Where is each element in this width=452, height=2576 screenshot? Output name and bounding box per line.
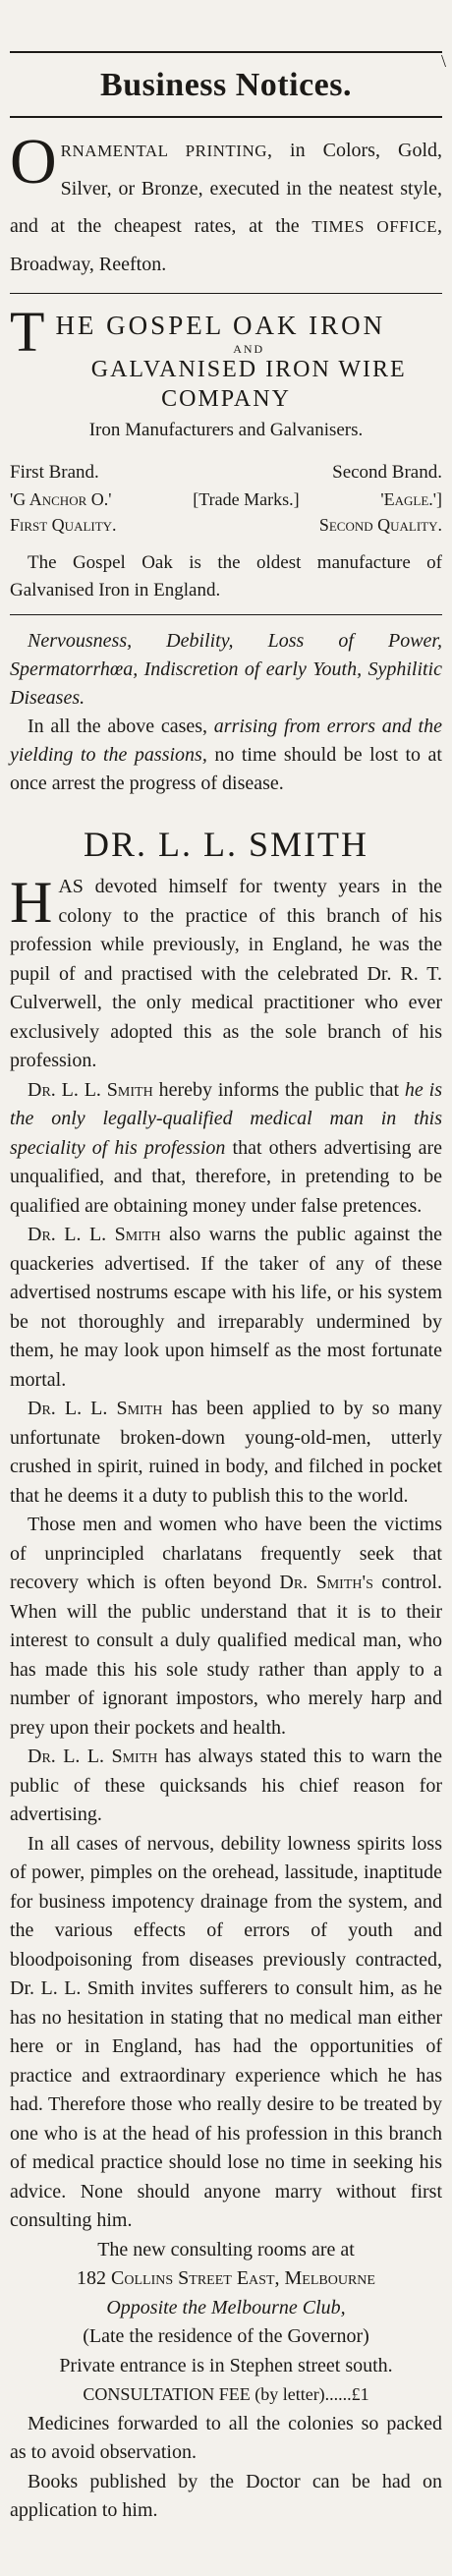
smith-name: Dr. L. L. Smith bbox=[28, 1746, 158, 1767]
smith-dropcap: H bbox=[10, 870, 53, 935]
private-entrance: Private entrance is in Stephen street south. bbox=[59, 2354, 393, 2376]
nervousness-headline: Nervousness, Debility, Loss of Power, Spermatorrhœa, Indiscretion of early Youth, Syphilitic Diseases. bbox=[10, 630, 442, 709]
brands-table bbox=[10, 459, 442, 487]
second-quality: Second Quality. bbox=[318, 515, 442, 535]
smith-para-3 bbox=[10, 1221, 442, 1395]
address: 182 Collins Street East, Melbourne bbox=[77, 2267, 375, 2289]
smith-para-6-text: has always stated this to warn the public of these quicksands his chief reason for advertising. bbox=[10, 1746, 442, 1825]
smith-name: Dr. L. L. Smith bbox=[28, 1224, 161, 1245]
smith-para-2-b: that others advertising are unqualified, and that, therefore, in pretending to be qualified are obtaining money under false pretences. bbox=[10, 1136, 442, 1217]
medicines-note: Medicines forwarded to all the colonies so packed as to avoid observation. bbox=[10, 2412, 442, 2463]
section-title: Business Notices. bbox=[100, 67, 352, 103]
printing-body: , in Colors, Gold, Silver, or Bronze, executed in the neatest style, and at the cheapest rates, at the bbox=[10, 140, 442, 237]
late-residence: (Late the residence of the Governor) bbox=[83, 2325, 369, 2347]
smith-name: Dr. L. L. Smith bbox=[28, 1078, 153, 1101]
nervousness-body bbox=[10, 713, 442, 798]
nervousness-body-italic: arrising from errors and the yielding to the passions, bbox=[10, 716, 442, 766]
second-mark: 'Eagle.'] bbox=[380, 489, 442, 509]
trade-marks-label: [Trade Marks.] bbox=[193, 489, 300, 509]
printing-dropcap: O bbox=[10, 126, 57, 198]
rooms-intro: The new consulting rooms are at bbox=[97, 2238, 355, 2261]
second-brand-label: Second Brand. bbox=[332, 462, 442, 483]
first-mark: 'G Anchor O.' bbox=[10, 489, 112, 509]
smith-para-7: In all cases of nervous, debility lowness spirits loss of power, pimples on the orehead, lassitude, inaptitude for business impotency drainage from the system, and the various effects of errors of youth and bloodpoisoning from diseases previously contracted, Dr. L. L. Smith invites sufferers to consult him, as he has no hesitation in stating that no medical man either here or in England, has had the opportunities of practice and extraordinary experience which he has had. Therefore those who really desire to be treated by one who is at the head of his profession in this branch of medical practice should lose no time in seeking his advice. None should anyone marry without first consulting him. bbox=[10, 1832, 442, 2231]
smith-para-2-italic: he is the only legally-qualified medical man in this speciality of his profession bbox=[10, 1078, 442, 1159]
nervousness-body-start: In all the above cases, bbox=[28, 716, 214, 737]
first-quality: First Quality. bbox=[10, 515, 117, 535]
gospel-dropcap: T bbox=[10, 300, 48, 364]
smith-para-1 bbox=[10, 870, 442, 1076]
smith-para-5 bbox=[10, 1511, 442, 1743]
quality-row bbox=[10, 512, 442, 538]
consultation-fee: CONSULTATION FEE (by letter)......£1 bbox=[83, 2384, 369, 2404]
smith-para-5-a: Those men and women who have been the victims of unprincipled charlatans frequently seek that recovery which is often beyond bbox=[10, 1514, 442, 1593]
smith-para-6 bbox=[10, 1743, 442, 1830]
smith-para-5-b: control. When will the public understand that it is to their interest to consult a duly qualified medical man, who has made this his sole study rather than apply to a number of ignorant impostors, who merely harp and prey upon their pockets and health. bbox=[10, 1572, 442, 1739]
smith-para-2 bbox=[10, 1076, 442, 1222]
smith-para-3-text: also warns the public against the quackeries advertised. If the taker of any of these advertised nostrums escape with his life, or his system be not thoroughly and irreparably undermined by them, he may look upon himself as the most fortunate mortal. bbox=[10, 1224, 442, 1391]
section-header bbox=[10, 51, 442, 118]
gospel-subtitle: Iron Manufacturers and Galvanisers. bbox=[88, 420, 364, 440]
smith-para-2-a: hereby informs the public that bbox=[152, 1078, 405, 1101]
printing-end: , Broadway, Reefton. bbox=[10, 215, 442, 275]
gospel-title-line2: GALVANISED IRON WIRE COMPANY bbox=[90, 357, 407, 412]
dr-smith-title: DR. L. L. SMITH bbox=[84, 825, 368, 864]
trade-marks-row bbox=[10, 487, 442, 512]
printing-office: TIMES OFFICE bbox=[311, 217, 437, 236]
smith-para-1-text: AS devoted himself for twenty years in the colony to the practice of this branch of his profession while previously, in England, he was the pupil of and practised with the celebrated Dr. R. T. Culverwell, the only medical practitioner who ever exclusively adopted this as the sole branch of his profession. bbox=[10, 876, 442, 1071]
gospel-title-line1: HE GOSPEL OAK IRON bbox=[55, 311, 386, 340]
gospel-and: AND bbox=[233, 342, 265, 356]
smith-para-4-text: has been applied to by so many unfortunate broken-down young-old-men, utterly crushed in spirit, ruined in body, and filched in pocket that he deems it a duty to publish this to the world. bbox=[10, 1398, 442, 1507]
first-brand-label: First Brand. bbox=[10, 462, 99, 483]
stray-mark: \ bbox=[440, 51, 446, 71]
printing-lead: RNAMENTAL PRINTING bbox=[60, 142, 268, 160]
top-rule bbox=[10, 51, 442, 53]
newspaper-page bbox=[0, 51, 452, 2576]
dr-smith-ad bbox=[10, 824, 442, 2526]
books-note: Books published by the Doctor can be had on application to him. bbox=[10, 2470, 442, 2521]
nervousness-ad bbox=[10, 615, 442, 798]
smith-para-4 bbox=[10, 1395, 442, 1511]
gospel-note: The Gospel Oak is the oldest manufacture of Galvanised Iron in England. bbox=[10, 552, 442, 601]
smith-name: Dr. L. L. Smith bbox=[28, 1398, 163, 1419]
nervousness-body-end: no time should be lost to at once arrest the progress of disease. bbox=[10, 744, 442, 794]
gospel-oak-ad bbox=[10, 294, 442, 614]
printing-ad bbox=[10, 118, 442, 293]
smith-name: Dr. Smith's bbox=[279, 1572, 373, 1593]
opposite: Opposite the Melbourne Club, bbox=[106, 2296, 346, 2318]
